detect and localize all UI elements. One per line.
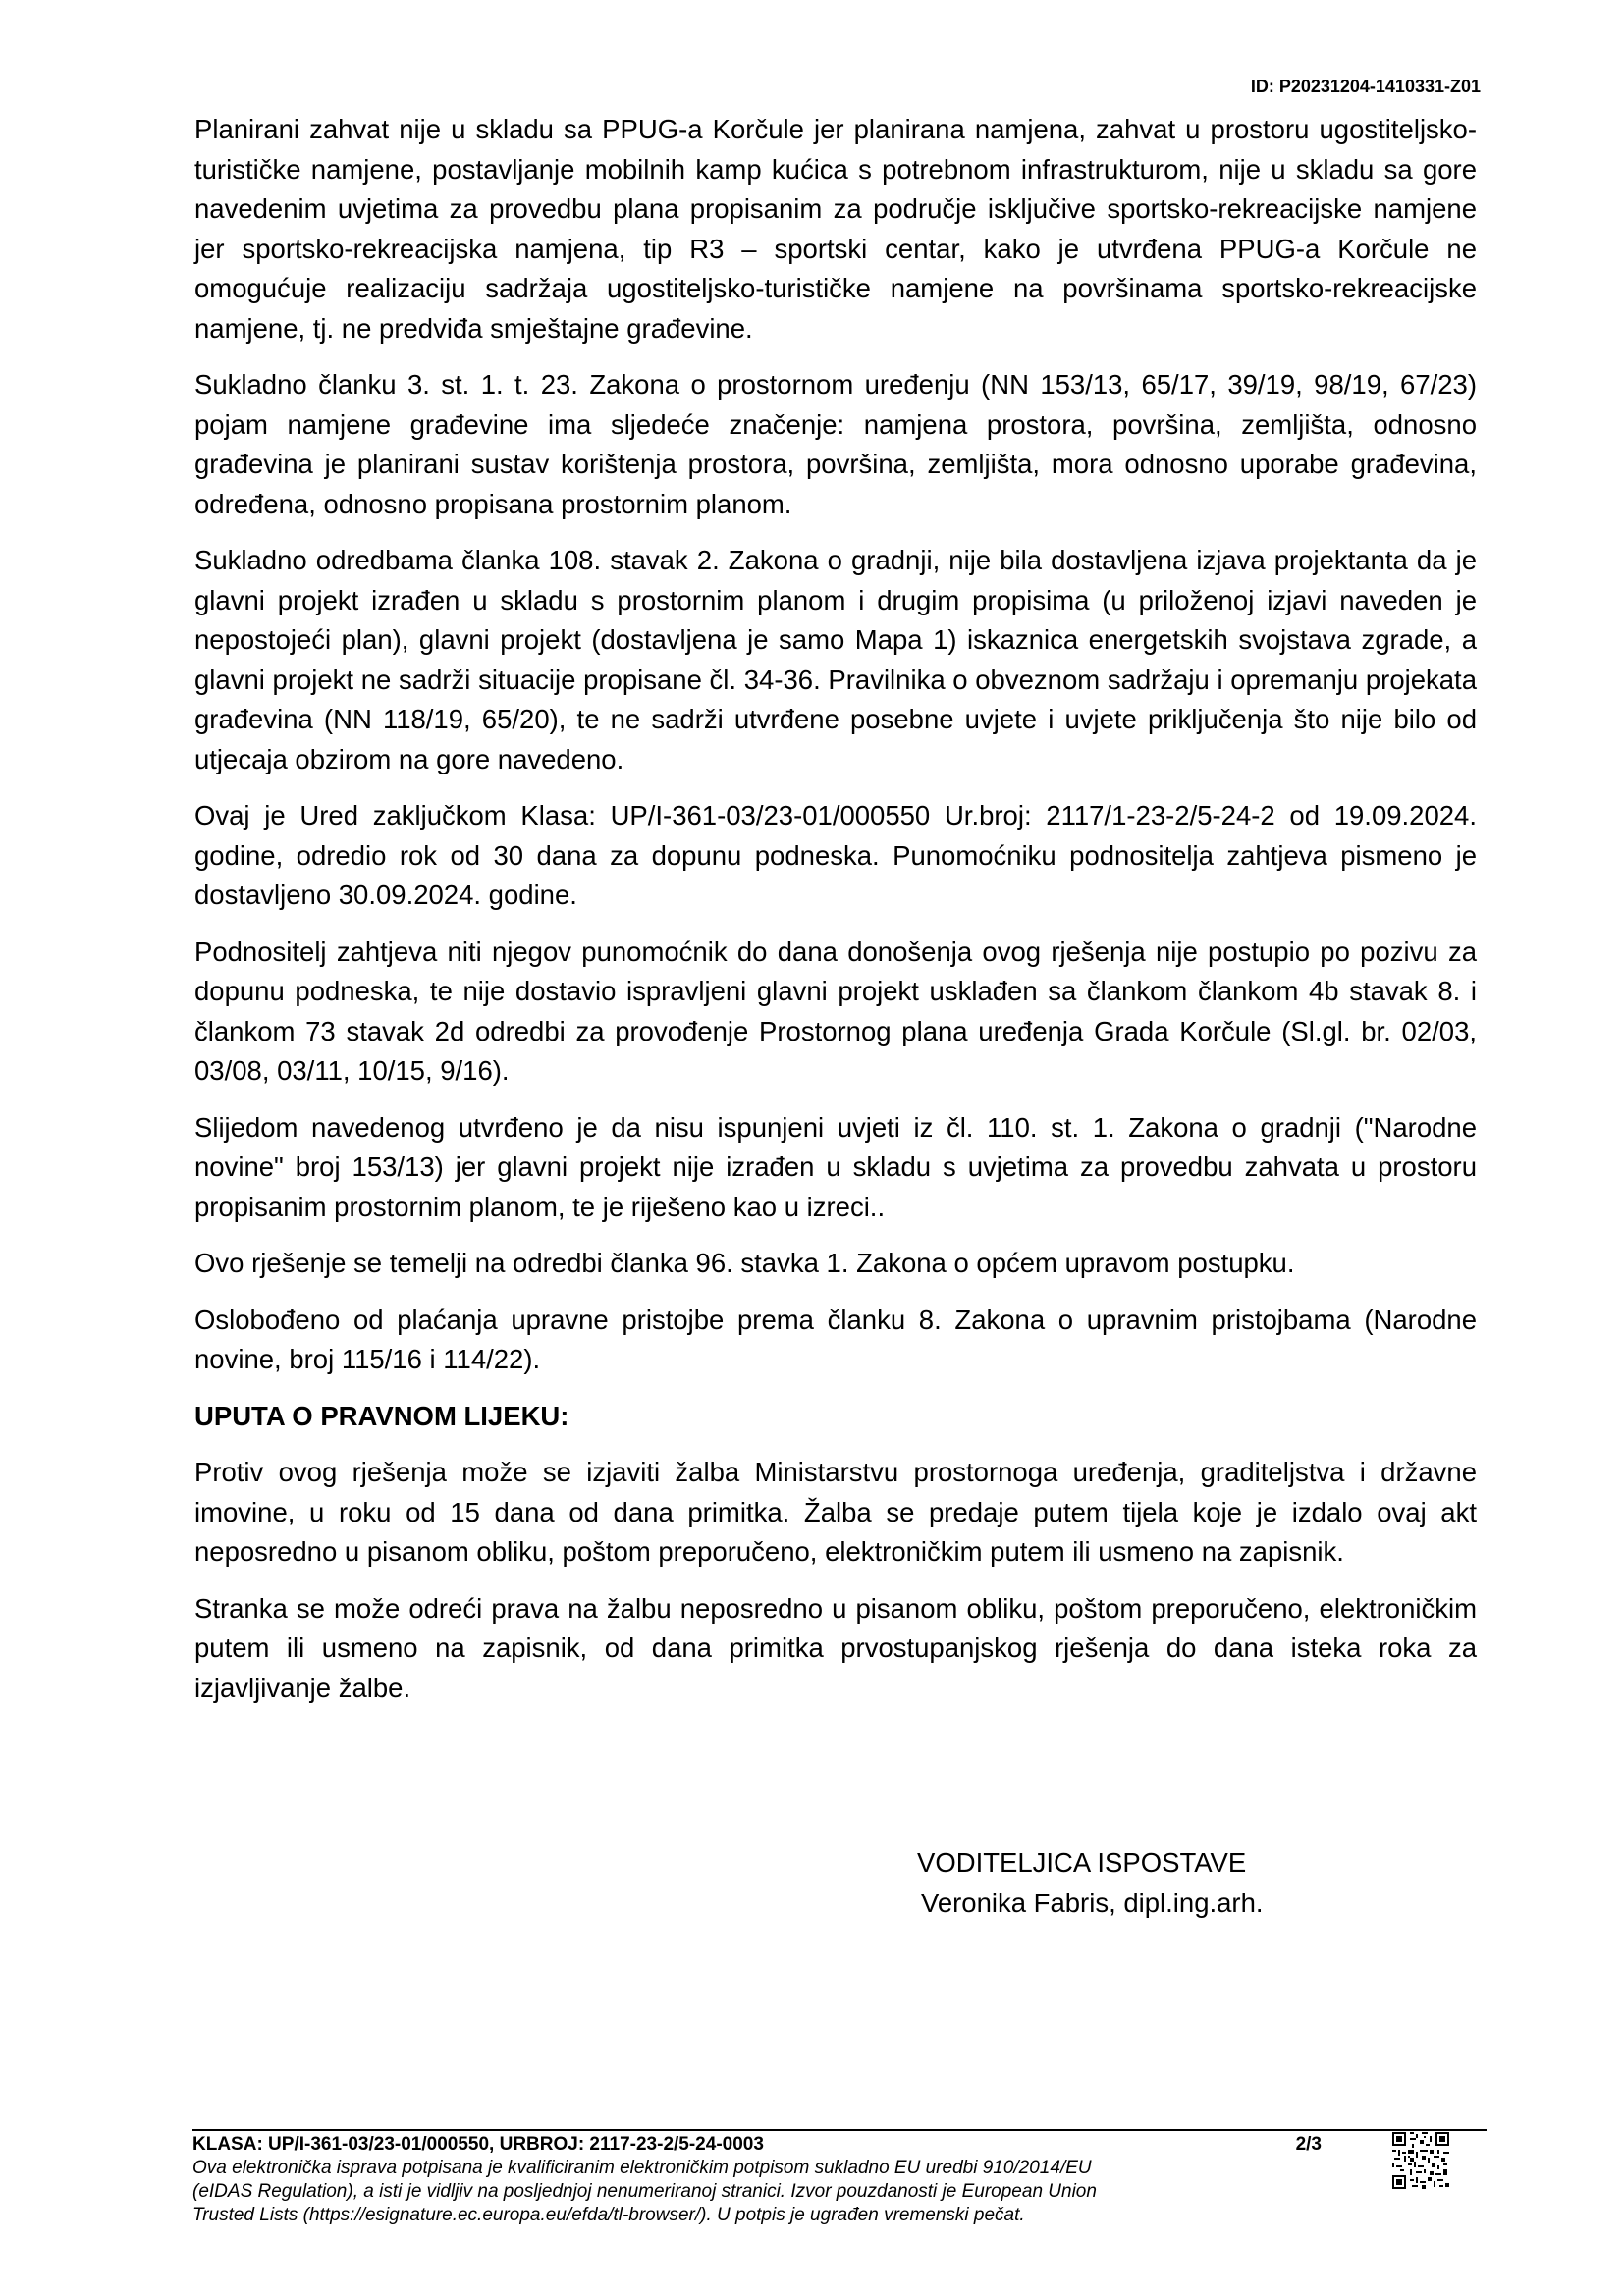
document-body <box>194 110 1477 1725</box>
paragraph-7: Ovo rješenje se temelji na odredbi članka 96. stavka 1. Zakona o općem upravom postupku. <box>194 1248 1295 1278</box>
legal-remedy-paragraph-1: Protiv ovog rješenja može se izjaviti žalba Ministarstvu prostornoga uređenja, graditeljstva i državne imovine, u roku od 15 dana od dana primitka. Žalba se predaje putem tijela koje je izdalo ovaj akt neposredno u pisanom obliku, poštom preporučeno, elektroničkim putem ili usmeno na zapisnik. <box>194 1457 1477 1567</box>
legal-remedy-paragraph-2: Stranka se može odreći prava na žalbu neposredno u pisanom obliku, poštom preporučeno, elektroničkim putem ili usmeno na zapisnik, od dana primitka prvostupanjskog rješenja do dana isteka roka za izjavljivanje žalbe. <box>194 1592 1477 1703</box>
paragraph-1: Planirani zahvat nije u skladu sa PPUG-a Korčule jer planirana namjena, zahvat u prostoru ugostiteljsko-turističke namjene, postavljanje mobilnih kamp kućica s potrebnom infrastrukturom, nije u skladu sa gore navedenim uvjetima za provedbu plana propisanim za područje isključive sportsko-rekreacijske namjene jer sportsko-rekreacijska namjena, tip R3 – sportski centar, kako je utvrđena PPUG-a Korčule ne omogućuje realizaciju sadržaja ugostiteljsko-turističke namjene na površinama sportsko-rekreacijske namjene, tj. ne predviđa smještajne građevine. <box>194 114 1477 344</box>
paragraph-5: Podnositelj zahtjeva niti njegov punomoćnik do dana donošenja ovog rješenja nije postupio po pozivu za dopunu podneska, te nije dostavio ispravljeni glavni projekt usklađen sa člankom člankom 4b stavak 8. i člankom 73 stavak 2d odredbi za provođenje Prostornog plana uređenja Grada Korčule (Sl.gl. br. 02/03, 03/08, 03/11, 10/15, 9/16). <box>194 935 1477 1086</box>
footer-note-line-3: Trusted Lists (https://esignature.ec.europa.eu/efda/tl-browser/). U potpis je ugrađen vremenski pečat. <box>192 2205 1025 2225</box>
paragraph-8: Oslobođeno od plaćanja upravne pristojbe prema članku 8. Zakona o upravnim pristojbama (Narodne novine, broj 115/16 i 114/22). <box>194 1304 1477 1374</box>
page-number: 2/3 <box>1295 2134 1322 2155</box>
signature-name: Veronika Fabris, dipl.ing.arh. <box>921 1887 1264 1918</box>
paragraph-3: Sukladno odredbama članka 108. stavak 2. Zakona o gradnji, nije bila dostavljena izjava projektanta da je glavni projekt izrađen u skladu s prostornim planom i drugim propisima (u priloženoj izjavi naveden je nepostojeći plan), glavni projekt (dostavljena je samo Mapa 1) iskaznica energetskih svojstava zgrade, a glavni projekt ne sadrži situacije propisane čl. 34-36. Pravilnika o obveznom sadržaju i opremanju projekata građevina (NN 118/19, 65/20), te ne sadrži utvrđene posebne uvjete i uvjete priključenja što nije bilo od utjecaja obzirom na gore navedeno. <box>194 545 1477 774</box>
footer-note-line-1: Ova elektronička isprava potpisana je kvalificiranim elektroničkim potpisom sukladno EU uredbi 910/2014/EU <box>192 2158 1092 2178</box>
document-id: ID: P20231204-1410331-Z01 <box>1250 77 1481 96</box>
footer-note-line-2: (eIDAS Regulation), a isti je vidljiv na posljednjoj nenumeriranoj stranici. Izvor pouzdanosti je European Union <box>192 2181 1097 2202</box>
footer <box>192 2133 1322 2227</box>
legal-remedy-heading: UPUTA O PRAVNOM LIJEKU: <box>194 1400 569 1431</box>
paragraph-6: Slijedom navedenog utvrđeno je da nisu ispunjeni uvjeti iz čl. 110. st. 1. Zakona o gradnji ("Narodne novine" broj 153/13) jer glavni projekt nije izrađen u skladu s uvjetima za provedbu zahvata u prostoru propisanim prostornim planom, te je riješeno kao u izreci.. <box>194 1111 1477 1222</box>
paragraph-4: Ovaj je Ured zaključkom Klasa: UP/I-361-03/23-01/000550 Ur.broj: 2117/1-23-2/5-24-2 od 19.09.2024. godine, odredio rok od 30 dana za dopunu podneska. Punomoćniku podnositelja zahtjeva pismeno je dostavljeno 30.09.2024. godine. <box>194 800 1477 910</box>
qr-code-icon <box>1392 2132 1449 2189</box>
footer-divider <box>192 2129 1487 2131</box>
paragraph-2: Sukladno članku 3. st. 1. t. 23. Zakona o prostornom uređenju (NN 153/13, 65/17, 39/19, 98/19, 67/23) pojam namjene građevine ima sljedeće značenje: namjena prostora, površina, zemljišta, odnosno građevina je planirani sustav korištenja prostora, površina, zemljišta, mora odnosno uporabe građevina, određena, odnosno propisana prostornim planom. <box>194 369 1477 519</box>
signature-block <box>917 1843 1264 1923</box>
footer-klasa: KLASA: UP/I-361-03/23-01/000550, URBROJ: 2117-23-2/5-24-0003 <box>192 2134 764 2155</box>
footer-klasa-row <box>192 2133 1322 2157</box>
signature-title: VODITELJICA ISPOSTAVE <box>917 1847 1247 1878</box>
